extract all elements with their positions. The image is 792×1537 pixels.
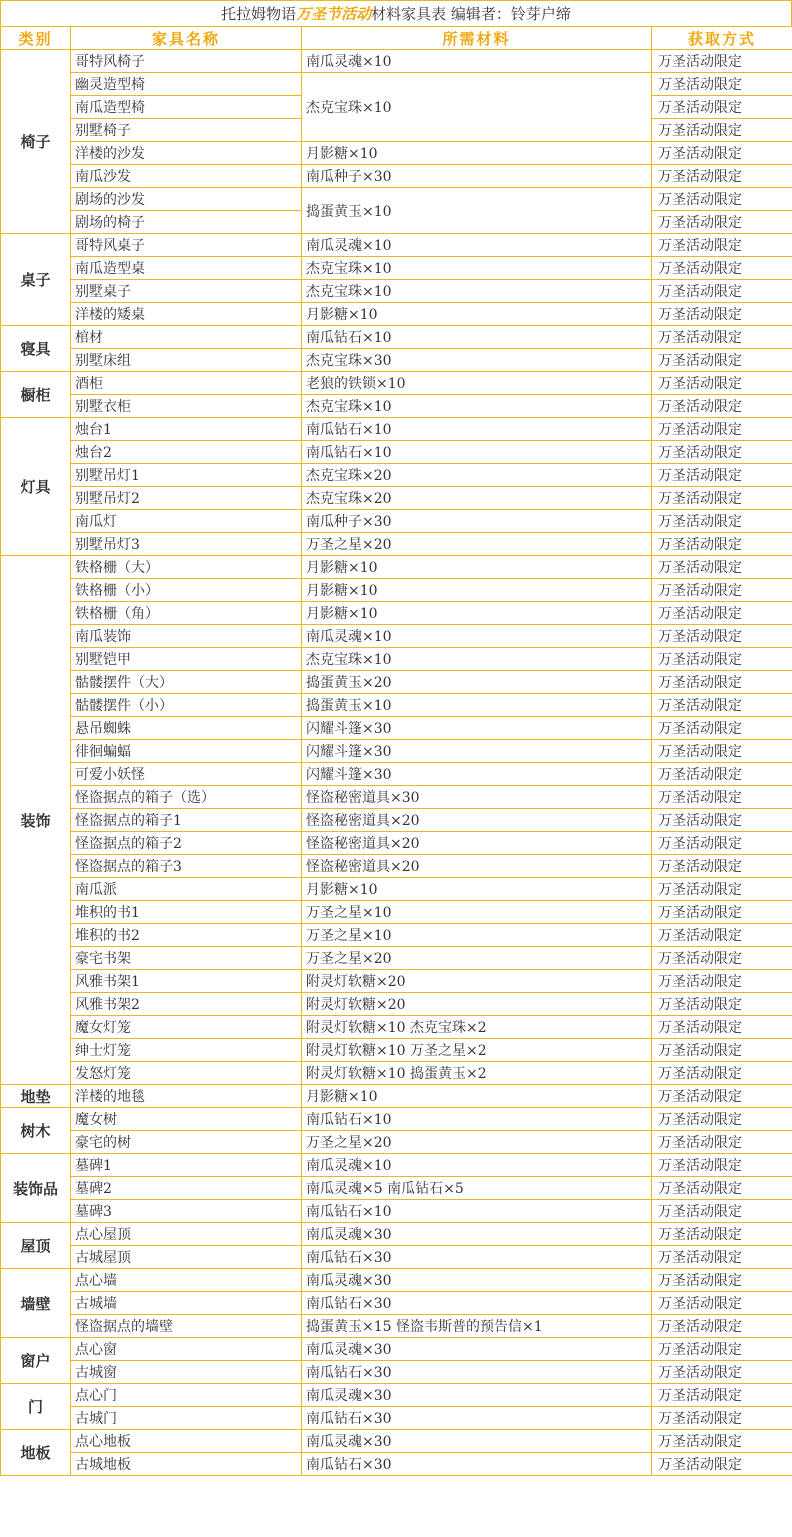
furniture-name-cell: 南瓜造型桌 — [71, 257, 302, 280]
table-row — [1, 878, 792, 901]
source-cell: 万圣活动限定 — [652, 73, 792, 96]
header-source: 获取方式 — [652, 27, 792, 50]
source-cell: 万圣活动限定 — [652, 234, 792, 257]
materials-cell: 万圣之星×20 — [302, 1131, 652, 1154]
table-row — [1, 625, 792, 648]
furniture-name-cell: 徘徊蝙蝠 — [71, 740, 302, 763]
header-materials: 所需材料 — [302, 27, 652, 50]
furniture-name-cell: 南瓜装饰 — [71, 625, 302, 648]
materials-cell: 月影糖×10 — [302, 1085, 652, 1108]
materials-cell: 附灵灯软糖×10 杰克宝珠×2 — [302, 1016, 652, 1039]
table-row — [1, 303, 792, 326]
page-title — [0, 0, 792, 26]
materials-cell: 南瓜钻石×10 — [302, 1108, 652, 1131]
source-cell: 万圣活动限定 — [652, 372, 792, 395]
table-row — [1, 510, 792, 533]
table-row — [1, 671, 792, 694]
furniture-name-cell: 别墅衣柜 — [71, 395, 302, 418]
source-cell: 万圣活动限定 — [652, 349, 792, 372]
materials-cell: 捣蛋黄玉×15 怪盗韦斯普的预告信×1 — [302, 1315, 652, 1338]
furniture-name-cell: 哥特风桌子 — [71, 234, 302, 257]
table-row — [1, 464, 792, 487]
table-row — [1, 648, 792, 671]
source-cell: 万圣活动限定 — [652, 1453, 792, 1476]
source-cell: 万圣活动限定 — [652, 211, 792, 234]
materials-cell: 杰克宝珠×30 — [302, 349, 652, 372]
materials-cell: 南瓜灵魂×10 — [302, 1154, 652, 1177]
materials-cell: 月影糖×10 — [302, 556, 652, 579]
materials-cell: 南瓜灵魂×30 — [302, 1384, 652, 1407]
furniture-name-cell: 洋楼的矮桌 — [71, 303, 302, 326]
materials-cell: 南瓜钻石×30 — [302, 1407, 652, 1430]
source-cell: 万圣活动限定 — [652, 119, 792, 142]
materials-cell: 闪耀斗篷×30 — [302, 763, 652, 786]
source-cell: 万圣活动限定 — [652, 1108, 792, 1131]
materials-cell: 怪盗秘密道具×20 — [302, 855, 652, 878]
title-prefix: 托拉姆物语 — [221, 5, 297, 23]
table-row — [1, 1108, 792, 1131]
table-row — [1, 1016, 792, 1039]
table-row — [1, 1131, 792, 1154]
furniture-name-cell: 别墅铠甲 — [71, 648, 302, 671]
source-cell: 万圣活动限定 — [652, 1430, 792, 1453]
materials-cell: 月影糖×10 — [302, 602, 652, 625]
title-highlight: 万圣节活动 — [296, 5, 372, 23]
source-cell: 万圣活动限定 — [652, 1269, 792, 1292]
source-cell: 万圣活动限定 — [652, 671, 792, 694]
materials-cell: 南瓜灵魂×30 — [302, 1223, 652, 1246]
table-row — [1, 1453, 792, 1476]
table-row — [1, 1200, 792, 1223]
source-cell: 万圣活动限定 — [652, 464, 792, 487]
source-cell: 万圣活动限定 — [652, 556, 792, 579]
category-cell: 桌子 — [1, 234, 71, 326]
materials-cell: 捣蛋黄玉×20 — [302, 671, 652, 694]
source-cell: 万圣活动限定 — [652, 142, 792, 165]
materials-cell: 南瓜种子×30 — [302, 165, 652, 188]
materials-cell: 南瓜钻石×10 — [302, 1200, 652, 1223]
table-row — [1, 1062, 792, 1085]
materials-cell: 万圣之星×10 — [302, 901, 652, 924]
table-row — [1, 1407, 792, 1430]
category-cell: 屋顶 — [1, 1223, 71, 1269]
table-row — [1, 1154, 792, 1177]
table-row — [1, 280, 792, 303]
source-cell: 万圣活动限定 — [652, 165, 792, 188]
furniture-name-cell: 点心墙 — [71, 1269, 302, 1292]
table-row — [1, 1338, 792, 1361]
furniture-name-cell: 点心窗 — [71, 1338, 302, 1361]
materials-cell: 附灵灯软糖×10 万圣之星×2 — [302, 1039, 652, 1062]
furniture-name-cell: 怪盗据点的箱子（选） — [71, 786, 302, 809]
header-name: 家具名称 — [71, 27, 302, 50]
furniture-name-cell: 发怒灯笼 — [71, 1062, 302, 1085]
materials-cell: 南瓜钻石×30 — [302, 1453, 652, 1476]
furniture-name-cell: 哥特风椅子 — [71, 50, 302, 73]
materials-cell: 南瓜钻石×10 — [302, 441, 652, 464]
table-row — [1, 694, 792, 717]
materials-cell: 怪盗秘密道具×20 — [302, 809, 652, 832]
table-row — [1, 809, 792, 832]
materials-cell: 附灵灯软糖×20 — [302, 993, 652, 1016]
table-row — [1, 1430, 792, 1453]
furniture-name-cell: 别墅桌子 — [71, 280, 302, 303]
table-row — [1, 73, 792, 96]
furniture-name-cell: 铁格栅（大） — [71, 556, 302, 579]
title-suffix: 材料家具表 编辑者：铃芽户缔 — [371, 5, 571, 23]
furniture-name-cell: 怪盗据点的墙壁 — [71, 1315, 302, 1338]
table-row — [1, 1384, 792, 1407]
furniture-name-cell: 风雅书架2 — [71, 993, 302, 1016]
materials-cell: 杰克宝珠×10 — [302, 73, 652, 142]
source-cell: 万圣活动限定 — [652, 487, 792, 510]
source-cell: 万圣活动限定 — [652, 1016, 792, 1039]
source-cell: 万圣活动限定 — [652, 878, 792, 901]
source-cell: 万圣活动限定 — [652, 786, 792, 809]
materials-cell: 南瓜灵魂×5 南瓜钻石×5 — [302, 1177, 652, 1200]
source-cell: 万圣活动限定 — [652, 50, 792, 73]
source-cell: 万圣活动限定 — [652, 602, 792, 625]
source-cell: 万圣活动限定 — [652, 510, 792, 533]
table-row — [1, 924, 792, 947]
category-cell: 树木 — [1, 1108, 71, 1154]
furniture-name-cell: 剧场的沙发 — [71, 188, 302, 211]
table-row — [1, 418, 792, 441]
source-cell: 万圣活动限定 — [652, 1384, 792, 1407]
source-cell: 万圣活动限定 — [652, 1200, 792, 1223]
table-row — [1, 1177, 792, 1200]
materials-cell: 附灵灯软糖×20 — [302, 970, 652, 993]
source-cell: 万圣活动限定 — [652, 740, 792, 763]
table-row — [1, 533, 792, 556]
materials-cell: 杰克宝珠×20 — [302, 464, 652, 487]
source-cell: 万圣活动限定 — [652, 1361, 792, 1384]
furniture-name-cell: 悬吊蜘蛛 — [71, 717, 302, 740]
category-cell: 地垫 — [1, 1085, 71, 1108]
header-row — [1, 27, 792, 50]
table-row — [1, 602, 792, 625]
furniture-name-cell: 烛台1 — [71, 418, 302, 441]
table-row — [1, 487, 792, 510]
furniture-name-cell: 豪宅的树 — [71, 1131, 302, 1154]
furniture-name-cell: 棺材 — [71, 326, 302, 349]
furniture-name-cell: 绅士灯笼 — [71, 1039, 302, 1062]
table-row — [1, 1315, 792, 1338]
materials-cell: 南瓜灵魂×30 — [302, 1338, 652, 1361]
furniture-name-cell: 古城门 — [71, 1407, 302, 1430]
materials-cell: 闪耀斗篷×30 — [302, 717, 652, 740]
furniture-name-cell: 怪盗据点的箱子2 — [71, 832, 302, 855]
table-row — [1, 1085, 792, 1108]
source-cell: 万圣活动限定 — [652, 1177, 792, 1200]
materials-cell: 附灵灯软糖×10 捣蛋黄玉×2 — [302, 1062, 652, 1085]
category-cell: 灯具 — [1, 418, 71, 556]
furniture-table — [0, 26, 792, 1476]
materials-cell: 南瓜钻石×10 — [302, 418, 652, 441]
materials-cell: 杰克宝珠×10 — [302, 257, 652, 280]
table-row — [1, 257, 792, 280]
table-row — [1, 349, 792, 372]
materials-cell: 怪盗秘密道具×30 — [302, 786, 652, 809]
table-row — [1, 142, 792, 165]
furniture-name-cell: 怪盗据点的箱子1 — [71, 809, 302, 832]
furniture-name-cell: 古城墙 — [71, 1292, 302, 1315]
furniture-name-cell: 怪盗据点的箱子3 — [71, 855, 302, 878]
source-cell: 万圣活动限定 — [652, 993, 792, 1016]
furniture-name-cell: 铁格栅（角） — [71, 602, 302, 625]
materials-cell: 南瓜灵魂×10 — [302, 50, 652, 73]
table-row — [1, 1223, 792, 1246]
furniture-name-cell: 别墅吊灯3 — [71, 533, 302, 556]
materials-cell: 老狼的铁锁×10 — [302, 372, 652, 395]
furniture-name-cell: 洋楼的沙发 — [71, 142, 302, 165]
materials-cell: 万圣之星×10 — [302, 924, 652, 947]
table-row — [1, 50, 792, 73]
source-cell: 万圣活动限定 — [652, 280, 792, 303]
materials-cell: 月影糖×10 — [302, 579, 652, 602]
table-row — [1, 740, 792, 763]
table-row — [1, 901, 792, 924]
table-row — [1, 855, 792, 878]
source-cell: 万圣活动限定 — [652, 648, 792, 671]
furniture-name-cell: 可爱小妖怪 — [71, 763, 302, 786]
furniture-name-cell: 魔女树 — [71, 1108, 302, 1131]
materials-cell: 南瓜种子×30 — [302, 510, 652, 533]
furniture-name-cell: 南瓜派 — [71, 878, 302, 901]
category-cell: 装饰品 — [1, 1154, 71, 1223]
materials-cell: 南瓜灵魂×10 — [302, 234, 652, 257]
materials-cell: 南瓜灵魂×30 — [302, 1269, 652, 1292]
table-row — [1, 717, 792, 740]
furniture-name-cell: 洋楼的地毯 — [71, 1085, 302, 1108]
source-cell: 万圣活动限定 — [652, 395, 792, 418]
source-cell: 万圣活动限定 — [652, 1246, 792, 1269]
materials-cell: 月影糖×10 — [302, 303, 652, 326]
category-cell: 橱柜 — [1, 372, 71, 418]
source-cell: 万圣活动限定 — [652, 257, 792, 280]
materials-cell: 杰克宝珠×10 — [302, 280, 652, 303]
furniture-name-cell: 剧场的椅子 — [71, 211, 302, 234]
category-cell: 窗户 — [1, 1338, 71, 1384]
table-row — [1, 947, 792, 970]
category-cell: 地板 — [1, 1430, 71, 1476]
source-cell: 万圣活动限定 — [652, 717, 792, 740]
source-cell: 万圣活动限定 — [652, 1039, 792, 1062]
table-row — [1, 993, 792, 1016]
materials-cell: 南瓜灵魂×10 — [302, 625, 652, 648]
source-cell: 万圣活动限定 — [652, 1154, 792, 1177]
source-cell: 万圣活动限定 — [652, 303, 792, 326]
furniture-name-cell: 豪宅书架 — [71, 947, 302, 970]
furniture-name-cell: 古城地板 — [71, 1453, 302, 1476]
source-cell: 万圣活动限定 — [652, 947, 792, 970]
source-cell: 万圣活动限定 — [652, 96, 792, 119]
furniture-name-cell: 别墅吊灯2 — [71, 487, 302, 510]
materials-cell: 万圣之星×20 — [302, 947, 652, 970]
furniture-name-cell: 古城窗 — [71, 1361, 302, 1384]
source-cell: 万圣活动限定 — [652, 832, 792, 855]
source-cell: 万圣活动限定 — [652, 924, 792, 947]
source-cell: 万圣活动限定 — [652, 855, 792, 878]
materials-cell: 南瓜钻石×30 — [302, 1361, 652, 1384]
furniture-name-cell: 骷髅摆件（小） — [71, 694, 302, 717]
furniture-name-cell: 幽灵造型椅 — [71, 73, 302, 96]
furniture-name-cell: 墓碑1 — [71, 1154, 302, 1177]
source-cell: 万圣活动限定 — [652, 1131, 792, 1154]
source-cell: 万圣活动限定 — [652, 809, 792, 832]
materials-cell: 捣蛋黄玉×10 — [302, 188, 652, 234]
table-row — [1, 1292, 792, 1315]
furniture-name-cell: 点心门 — [71, 1384, 302, 1407]
table-row — [1, 786, 792, 809]
furniture-name-cell: 别墅床组 — [71, 349, 302, 372]
source-cell: 万圣活动限定 — [652, 533, 792, 556]
source-cell: 万圣活动限定 — [652, 763, 792, 786]
table-row — [1, 1361, 792, 1384]
source-cell: 万圣活动限定 — [652, 1062, 792, 1085]
source-cell: 万圣活动限定 — [652, 901, 792, 924]
materials-cell: 万圣之星×20 — [302, 533, 652, 556]
materials-cell: 闪耀斗篷×30 — [302, 740, 652, 763]
category-cell: 门 — [1, 1384, 71, 1430]
source-cell: 万圣活动限定 — [652, 625, 792, 648]
source-cell: 万圣活动限定 — [652, 579, 792, 602]
furniture-name-cell: 墓碑2 — [71, 1177, 302, 1200]
furniture-name-cell: 南瓜造型椅 — [71, 96, 302, 119]
source-cell: 万圣活动限定 — [652, 694, 792, 717]
furniture-name-cell: 烛台2 — [71, 441, 302, 464]
materials-cell: 杰克宝珠×20 — [302, 487, 652, 510]
source-cell: 万圣活动限定 — [652, 1292, 792, 1315]
furniture-name-cell: 南瓜灯 — [71, 510, 302, 533]
furniture-name-cell: 堆积的书1 — [71, 901, 302, 924]
table-row — [1, 326, 792, 349]
table-row — [1, 234, 792, 257]
source-cell: 万圣活动限定 — [652, 1338, 792, 1361]
materials-cell: 杰克宝珠×10 — [302, 395, 652, 418]
materials-cell: 南瓜灵魂×30 — [302, 1430, 652, 1453]
category-cell: 装饰 — [1, 556, 71, 1085]
materials-cell: 南瓜钻石×30 — [302, 1246, 652, 1269]
source-cell: 万圣活动限定 — [652, 326, 792, 349]
source-cell: 万圣活动限定 — [652, 970, 792, 993]
source-cell: 万圣活动限定 — [652, 1085, 792, 1108]
furniture-name-cell: 风雅书架1 — [71, 970, 302, 993]
source-cell: 万圣活动限定 — [652, 1315, 792, 1338]
furniture-name-cell: 古城屋顶 — [71, 1246, 302, 1269]
category-cell: 椅子 — [1, 50, 71, 234]
furniture-name-cell: 墓碑3 — [71, 1200, 302, 1223]
table-row — [1, 763, 792, 786]
furniture-name-cell: 铁格栅（小） — [71, 579, 302, 602]
source-cell: 万圣活动限定 — [652, 1407, 792, 1430]
furniture-name-cell: 点心屋顶 — [71, 1223, 302, 1246]
furniture-name-cell: 点心地板 — [71, 1430, 302, 1453]
table-body — [1, 50, 792, 1476]
furniture-name-cell: 别墅椅子 — [71, 119, 302, 142]
furniture-name-cell: 南瓜沙发 — [71, 165, 302, 188]
table-row — [1, 441, 792, 464]
materials-cell: 南瓜钻石×30 — [302, 1292, 652, 1315]
category-cell: 寝具 — [1, 326, 71, 372]
materials-cell: 杰克宝珠×10 — [302, 648, 652, 671]
table-row — [1, 1039, 792, 1062]
table-row — [1, 1246, 792, 1269]
table-row — [1, 372, 792, 395]
furniture-name-cell: 别墅吊灯1 — [71, 464, 302, 487]
furniture-name-cell: 酒柜 — [71, 372, 302, 395]
furniture-name-cell: 骷髅摆件（大） — [71, 671, 302, 694]
materials-cell: 月影糖×10 — [302, 878, 652, 901]
table-row — [1, 970, 792, 993]
table-row — [1, 188, 792, 211]
header-category: 类别 — [1, 27, 71, 50]
table-row — [1, 395, 792, 418]
source-cell: 万圣活动限定 — [652, 418, 792, 441]
materials-cell: 捣蛋黄玉×10 — [302, 694, 652, 717]
source-cell: 万圣活动限定 — [652, 441, 792, 464]
table-row — [1, 579, 792, 602]
furniture-name-cell: 堆积的书2 — [71, 924, 302, 947]
furniture-name-cell: 魔女灯笼 — [71, 1016, 302, 1039]
materials-cell: 怪盗秘密道具×20 — [302, 832, 652, 855]
table-row — [1, 832, 792, 855]
source-cell: 万圣活动限定 — [652, 1223, 792, 1246]
source-cell: 万圣活动限定 — [652, 188, 792, 211]
materials-cell: 南瓜钻石×10 — [302, 326, 652, 349]
table-row — [1, 1269, 792, 1292]
materials-cell: 月影糖×10 — [302, 142, 652, 165]
table-row — [1, 556, 792, 579]
table-row — [1, 165, 792, 188]
category-cell: 墙壁 — [1, 1269, 71, 1338]
